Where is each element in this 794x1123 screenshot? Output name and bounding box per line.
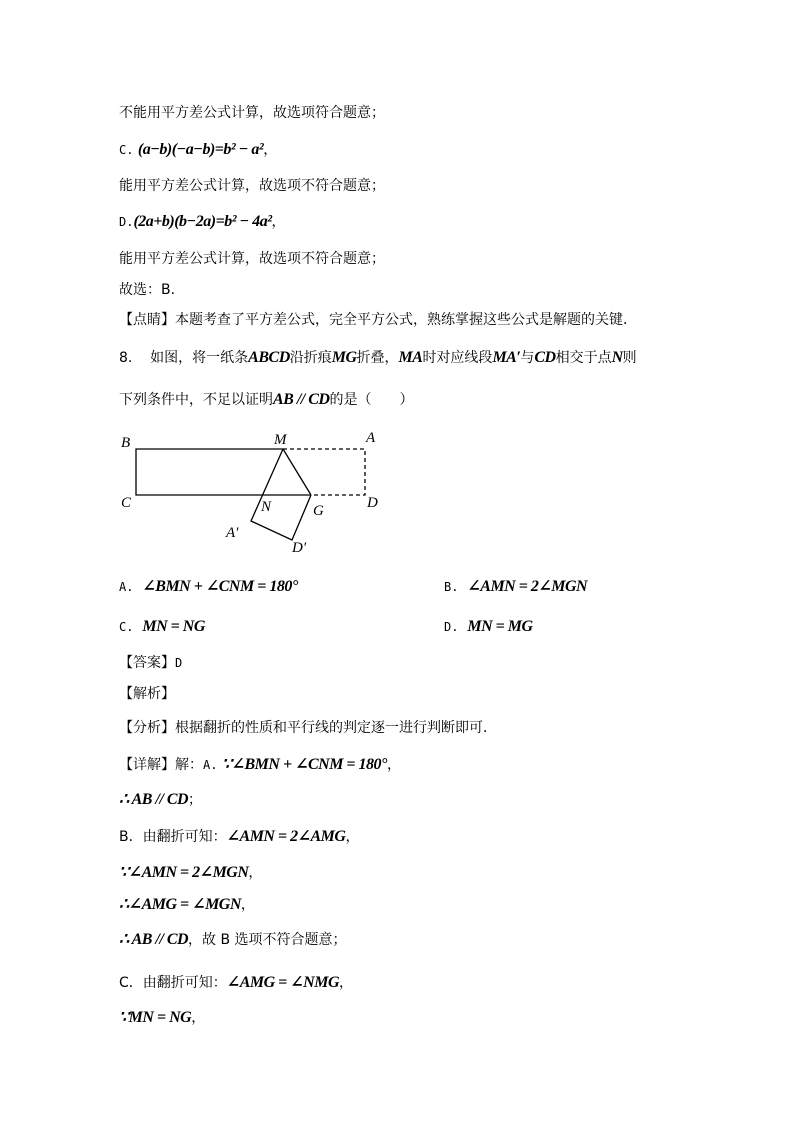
math: MA	[398, 349, 423, 366]
math: N	[611, 349, 623, 366]
punct: ；	[188, 792, 203, 808]
text: 折叠，	[356, 350, 399, 366]
punct: ，	[191, 1010, 206, 1026]
math: CD	[534, 349, 556, 366]
detail-line-c2	[119, 1008, 205, 1028]
option-label: B.	[444, 580, 459, 594]
formula: ∴∠AMG = ∠MGN	[119, 896, 241, 913]
label-d-prime: D′	[292, 540, 307, 556]
label-n: N	[261, 499, 272, 515]
punct: ，	[386, 757, 401, 773]
analysis-heading: 【解析】	[119, 686, 175, 702]
detail-line-c1	[119, 973, 353, 993]
text: B．由翻折可知：	[119, 829, 227, 845]
text: C．由翻折可知：	[119, 975, 227, 991]
option-d	[444, 617, 533, 637]
detail-line-b2	[119, 863, 262, 883]
detail-line-b3	[119, 895, 255, 915]
text: 的是（ ）	[329, 392, 414, 408]
comment-line: 【点睛】本题考查了平方差公式，完全平方公式，熟练掌握这些公式是解题的关键．	[119, 312, 637, 328]
text-line: 能用平方差公式计算，故选项不符合题意；	[119, 251, 385, 267]
detail-line-a1	[119, 755, 401, 775]
formula: ∵∠AMN = 2∠MGN	[119, 864, 249, 881]
text: 下列条件中，不足以证明	[119, 392, 273, 408]
text: 与	[520, 350, 535, 366]
math: AB // CD	[273, 391, 330, 408]
formula: (a−b)(−a−b)=b² − a²	[137, 141, 264, 158]
label-d: D	[367, 495, 378, 511]
text: 沿折痕	[289, 350, 332, 366]
text: 则	[622, 350, 637, 366]
option-label: A.	[119, 580, 134, 594]
option-c	[119, 617, 205, 637]
punct: ，	[248, 865, 263, 881]
label-m: M	[274, 432, 287, 448]
label-a: A	[366, 430, 376, 446]
formula: ∵∠BMN + ∠CNM = 180°	[221, 756, 387, 773]
formula: ∠AMN = 2∠AMG	[226, 828, 346, 845]
formula: MN = NG	[142, 618, 205, 635]
option-label: C.	[119, 620, 134, 634]
punct: ，	[339, 975, 353, 991]
label-g: G	[313, 503, 324, 519]
formula: ∴ AB // CD	[119, 791, 189, 808]
formula: ∠AMN = 2∠MGN	[467, 578, 588, 595]
option-label: C.	[119, 143, 134, 157]
math: ABCD	[248, 349, 290, 366]
punct: ，	[240, 897, 255, 913]
label-b: B	[121, 435, 131, 451]
label-c: C	[121, 495, 132, 511]
detail-heading: 【详解】解：	[119, 757, 203, 773]
math: MA′	[492, 349, 521, 366]
punct: ，	[345, 829, 360, 845]
answer-heading: 【答案】	[119, 655, 175, 671]
option-a	[119, 577, 298, 597]
answer-line	[119, 653, 182, 673]
text-line: 能用平方差公式计算，故选项不符合题意；	[119, 178, 385, 194]
option-b	[444, 577, 587, 597]
math: MG	[331, 349, 357, 366]
formula: ∵MN = NG	[119, 1009, 192, 1026]
formula: ∴ AB // CD	[119, 931, 189, 948]
text: 相交于点	[555, 350, 612, 366]
text: ，故 B 选项不符合题意；	[188, 932, 347, 948]
formula: ∠AMG = ∠NMG	[226, 974, 339, 991]
punct: ，	[271, 214, 286, 230]
formula: (2a+b)(b−2a)=b² − 4a²	[133, 213, 272, 230]
answer-value: D	[175, 656, 183, 670]
analysis-text: 【分析】根据翻折的性质和平行线的判定逐一进行判断即可．	[119, 720, 497, 736]
text: 如图，将一纸条	[150, 350, 249, 366]
punct: ，	[263, 142, 278, 158]
detail-line-a2	[119, 790, 202, 810]
text-line: 故选：B．	[119, 282, 185, 298]
original-position-dashed	[283, 449, 365, 495]
detail-line-b4	[119, 930, 347, 950]
option-label: A.	[203, 758, 218, 772]
detail-line-b1	[119, 827, 359, 847]
question-number: 8.	[119, 350, 133, 366]
option-label: D.	[119, 215, 134, 229]
option-label: D.	[444, 620, 459, 634]
crease-mg	[283, 449, 311, 495]
label-a-prime: A′	[226, 525, 239, 541]
formula: ∠BMN + ∠CNM = 180°	[142, 578, 298, 595]
text-line: 不能用平方差公式计算，故选项符合题意；	[119, 105, 385, 121]
formula: MN = MG	[467, 618, 533, 635]
strip-outline	[136, 449, 311, 495]
text: 时对应线段	[422, 350, 493, 366]
